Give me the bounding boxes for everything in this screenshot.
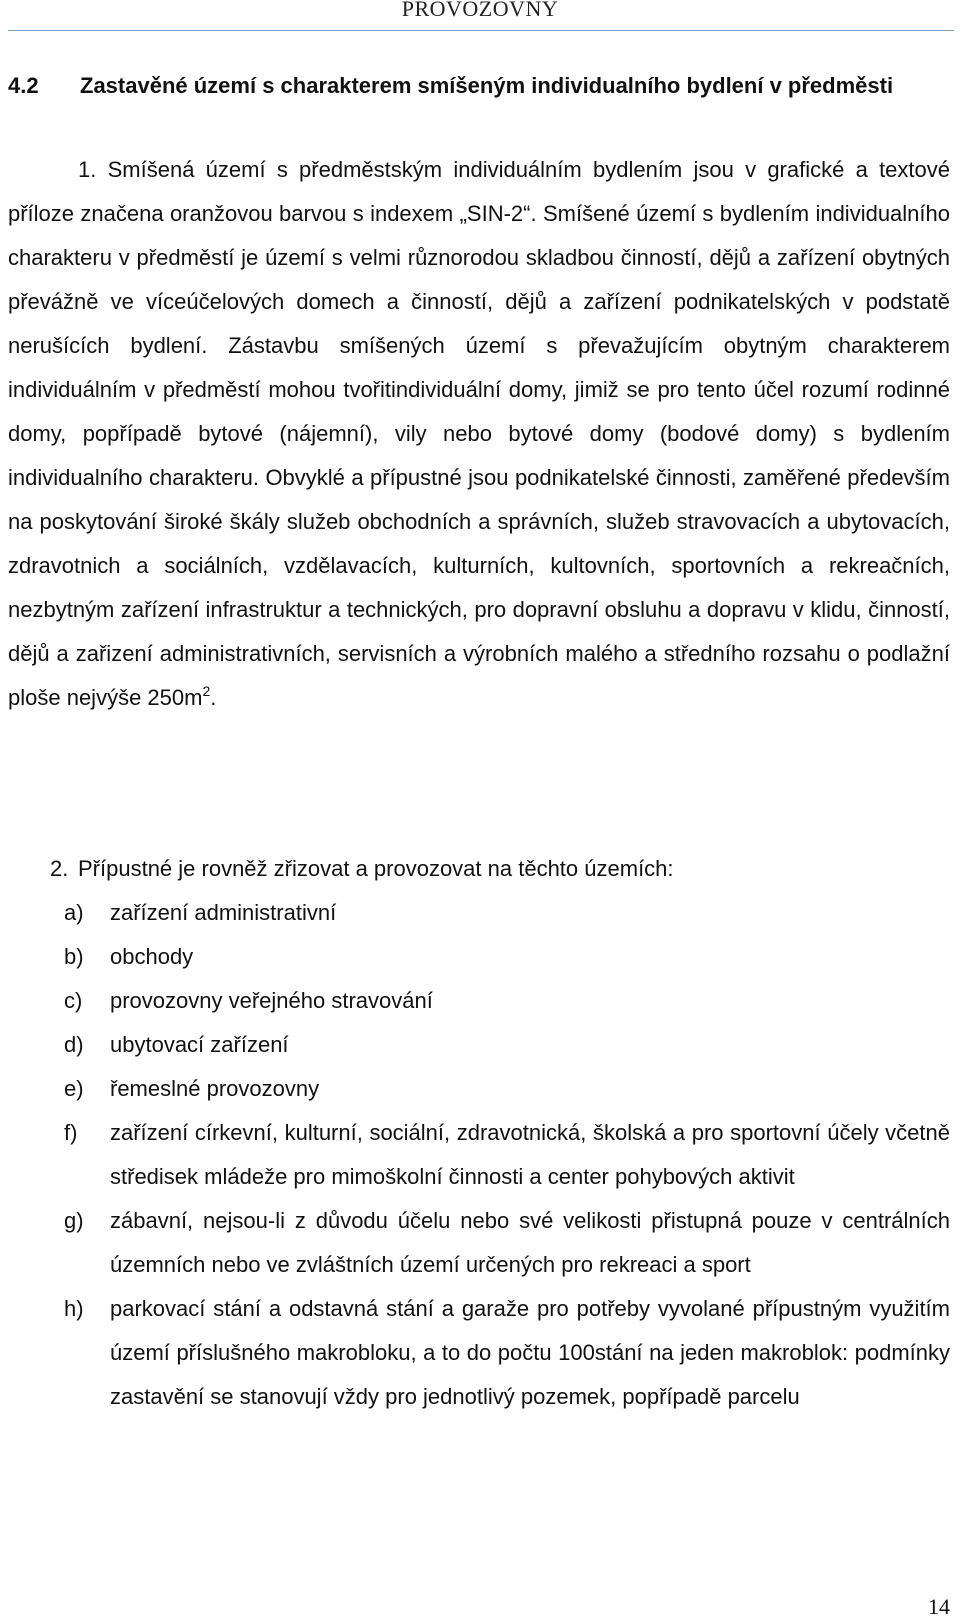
- list-item: [64, 1067, 950, 1111]
- list-item: [64, 1023, 950, 1067]
- list-item: [64, 1199, 950, 1287]
- header-rule: [8, 30, 954, 31]
- list-item-text: ubytovací zařízení: [110, 1032, 289, 1057]
- list-item-marker: e): [64, 1076, 84, 1101]
- list-item-text: zábavní, nejsou-li z důvodu účelu nebo své velikosti přistupná pouze v centrálních územních nebo ve zvláštních území určených pro rekreaci a sport: [110, 1208, 950, 1277]
- list-item-text: zařízení církevní, kulturní, sociální, zdravotnická, školská a pro sportovní účely včetně středisek mládeže pro mimoškolní činnosti a center pohybových aktivit: [110, 1120, 950, 1189]
- paragraph-2-number: 2.: [50, 856, 69, 881]
- list-item-marker: a): [64, 900, 84, 925]
- paragraph-1: [8, 148, 950, 720]
- page-number: 14: [928, 1594, 950, 1619]
- list-item-marker: f): [64, 1120, 78, 1145]
- list-item: [64, 935, 950, 979]
- list-item: [64, 1287, 950, 1419]
- list-item: [64, 1111, 950, 1199]
- list-item: [64, 979, 950, 1023]
- paragraph-2-intro-text: Přípustné je rovněž zřizovat a provozovat na těchto územích:: [78, 856, 674, 881]
- list-item: [64, 891, 950, 935]
- list-item-marker: c): [64, 988, 83, 1013]
- list-item-marker: d): [64, 1032, 84, 1057]
- list-item-text: parkovací stání a odstavná stání a garaže pro potřeby vyvolané přípustným využitím území příslušného makrobloku, a to do počtu 100stání na jeden makroblok: podmínky zastavění se stanovují vždy pro jednotlivý pozemek, popřípadě parcelu: [110, 1296, 950, 1409]
- list-item-text: řemeslné provozovny: [110, 1076, 320, 1101]
- paragraph-1-text: Smíšená území s předměstským individuálním bydlením jsou v grafické a textové příloze značena oranžovou barvou s indexem „SIN-2“. Smíšené území s bydlením individualního charakteru v předměstí je území s velmi různorodou skladbou činností, dějů a zařízení obytných převážně ve víceúčelových domech a činností, dějů a zařízení podnikatelských v podstatě nerušících bydlení. Zástavbu smíšených území s převažujícím obytným charakterem individuálním v předměstí mohou tvořitindividuální domy, jimiž se pro tento účel rozumí rodinné domy, popřípadě bytové (nájemní), vily nebo bytové domy (bodové domy) s bydlením individualního charakteru. Obvyklé a přípustné jsou podnikatelské činnosti, zaměřené především na poskytování široké škály služeb obchodních a správních, služeb stravovacích a ubytovacích, zdravotnich a sociálních, vzdělavacích, kulturních, kultovních, sportovních a rekreačních, nezbytným zařízení infrastruktur a technických, pro dopravní obsluhu a dopravu v klidu, činností, dějů a zařizení administrativních, servisních a výrobních malého a středního rozsahu o podlažní ploše nejvýše 250m: [8, 157, 950, 710]
- section-title: Zastavěné území s charakterem smíšeným individualního bydlení v předměsti: [80, 73, 894, 98]
- paragraph-1-superscript: 2: [202, 683, 211, 699]
- list-item-text: obchody: [110, 944, 194, 969]
- list-item-text: provozovny veřejného stravování: [110, 988, 433, 1013]
- paragraph-1-number: 1.: [78, 157, 97, 182]
- list-item-text: zařízení administrativní: [110, 900, 337, 925]
- paragraph-2-intro: [50, 847, 950, 891]
- running-header: PROVOZOVNY: [401, 0, 559, 21]
- permitted-uses-list: [64, 891, 950, 1419]
- list-item-marker: g): [64, 1208, 84, 1233]
- list-item-marker: b): [64, 944, 84, 969]
- list-item-marker: h): [64, 1296, 84, 1321]
- paragraph-1-end: .: [210, 685, 217, 710]
- section-number: 4.2: [8, 73, 39, 98]
